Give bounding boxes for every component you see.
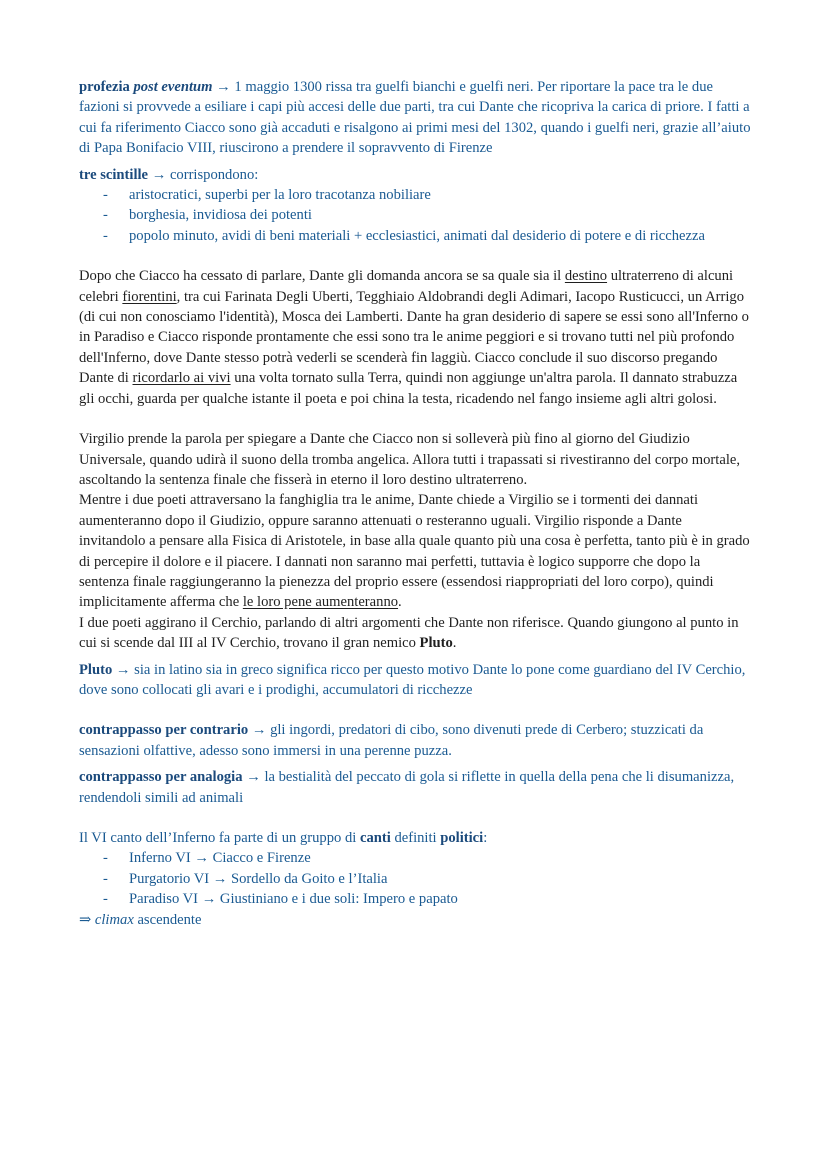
canti-list xyxy=(79,848,751,909)
underlined-pene: le loro pene aumenteranno xyxy=(242,594,399,611)
profezia-keyword: profezia xyxy=(79,79,130,95)
canti-politici-note: Il VI canto dell’Inferno fa parte di un gruppo di canti definiti politici: - Inferno VI → Ciacco e Firenze - Purgatorio VI → Sordello da Goito e l’Italia - Paradiso VI → Giustiniano e i due soli: Impero e papato ⇒ climax ascendente xyxy=(79,828,751,930)
underlined-fiorentini: fiorentini xyxy=(122,288,177,305)
list-item: - aristocratici, superbi per la loro tracotanza nobiliare xyxy=(79,185,751,205)
climax-keyword: climax xyxy=(94,911,134,928)
tre-scintille-keyword: tre scintille xyxy=(79,166,149,183)
pluto-keyword: Pluto xyxy=(79,661,113,678)
profezia-text: 1 maggio 1300 rissa tra guelfi bianchi e guelfi neri. Per riportare la pace tra le due fazioni si provvede a esiliare i capi più accesi delle due parti, tra cui Dante che ricopriva la carica di priore. I fatti a cui fa riferimento Ciacco sono già accaduti e risalgono ai primi mesi del 1302, quando i guelfi neri, grazie all’aiuto di Papa Bonifacio VIII, riuscirono a prendere il sopravvento di Firenze xyxy=(79,79,751,157)
paragraph-virgilio: Virgilio prende la parola per spiegare a Dante che Ciacco non si solleverà più fino al giorno del Giudizio Universale, quando udirà il suono della tromba angelica. Allora tutti i trapassati si rivestiranno del corpo mortale, ascoltando la sentenza finale che fisserà in eterno il loro destino ultraterreno. xyxy=(79,431,740,488)
arrow-glyph: → xyxy=(115,661,131,678)
contrappasso-contrario-note: contrappasso per contrario → gli ingordi, predatori di cibo, sono divenuti prede di Cerbero; stuzzicati da sensazioni olfattive, adesso sono immersi in una perenne puzza. xyxy=(79,722,704,759)
pluto-note: Pluto → sia in latino sia in greco significa ricco per questo motivo Dante lo pone come guardiano del IV Cerchio, dove sono collocati gli avari e i prodighi, accumulatori di ricchezze xyxy=(79,661,746,698)
underlined-destino: destino xyxy=(564,268,608,285)
document-page xyxy=(79,77,751,930)
contrappasso-analogia-note: contrappasso per analogia → la bestialità del peccato di gola si riflette in quella della pena che li disumanizza, rendendoli simili ad animali xyxy=(79,769,735,806)
post-eventum-keyword: post eventum xyxy=(133,79,213,95)
list-item: - Purgatorio VI → Sordello da Goito e l’Italia xyxy=(79,869,751,889)
canti-keyword: canti xyxy=(359,830,391,846)
list-item: - Paradiso VI → Giustiniano e i due soli: Impero e papato xyxy=(79,889,751,909)
paragraph-cerchio: I due poeti aggirano il Cerchio, parlando di altri argomenti che Dante non riferisce. Quando giungono al punto in cui si scende dal III al IV Cerchio, trovano il gran nemico Pluto. xyxy=(79,614,739,652)
implies-glyph: ⇒ xyxy=(79,911,92,928)
climax-line: ⇒ climax ascendente xyxy=(79,911,202,928)
list-item: - popolo minuto, avidi di beni materiali + ecclesiastici, animati dal desiderio di potere e di ricchezza xyxy=(79,226,751,246)
arrow-glyph: → xyxy=(246,769,261,786)
paragraph-ciacco: Dopo che Ciacco ha cessato di parlare, Dante gli domanda ancora se sa quale sia il destino ultraterreno di alcuni celebri fiorentini, tra cui Farinata Degli Uberti, Tegghiaio Aldobrandi degli Adimari, Iacopo Rusticucci, un Arrigo (di cui non conosciamo l'identità), Mosca dei Lamberti. Dante ha gran desiderio di sapere se essi sono all'Inferno o in Paradiso e Ciacco risponde prontamente che essi sono tra le anime peggiori e si trovano tutti nel più profondo dell'Inferno, dove Dante stesso potrà vederli se scenderà fin laggiù. Ciacco conclude il suo discorso pregando Dante di ricordarlo ai vivi una volta tornato sulla Terra, quindi non aggiunge un'altra parola. Il dannato strabuzza gli occhi, guarda per qualche istante il poeta e poi china la testa, ricadendo nel fango insieme agli altri golosi. xyxy=(79,268,749,407)
arrow-glyph: → xyxy=(151,166,167,183)
pluto-bold: Pluto xyxy=(419,635,453,652)
contrappasso-analogia-keyword: contrappasso per analogia xyxy=(79,769,243,786)
scintille-list xyxy=(79,185,751,246)
profezia-note xyxy=(79,77,751,159)
paragraph-tormenti: Mentre i due poeti attraversano la fanghiglia tra le anime, Dante chiede a Virgilio se i tormenti dei dannati aumenteranno dopo il Giudizio, oppure saranno attenuati o resteranno uguali. Virgilio risponde a Dante invitandolo a pensare alla Fisica di Aristotele, in base alla quale quanto più una cosa è perfetta, tanto più è in grado di percepire il dolore e il piacere. I dannati non saranno mai perfetti, tuttavia è logico supporre che dopo la sentenza finale raggiungeranno la pienezza del proprio essere (essendosi riappropriati del loro corpo), quindi implicitamente afferma che le loro pene aumenteranno. xyxy=(79,492,750,611)
tre-scintille-text: corrispondono: xyxy=(169,166,259,183)
politici-keyword: politici xyxy=(440,830,484,846)
arrow-glyph: → xyxy=(216,79,231,95)
tre-scintille-note xyxy=(79,165,751,247)
contrappasso-contrario-keyword: contrappasso per contrario xyxy=(79,722,249,739)
arrow-glyph: → xyxy=(251,722,267,739)
list-item: - Inferno VI → Ciacco e Firenze xyxy=(79,848,751,868)
underlined-ricordarlo: ricordarlo ai vivi xyxy=(132,370,231,387)
list-item: - borghesia, invidiosa dei potenti xyxy=(79,205,751,225)
